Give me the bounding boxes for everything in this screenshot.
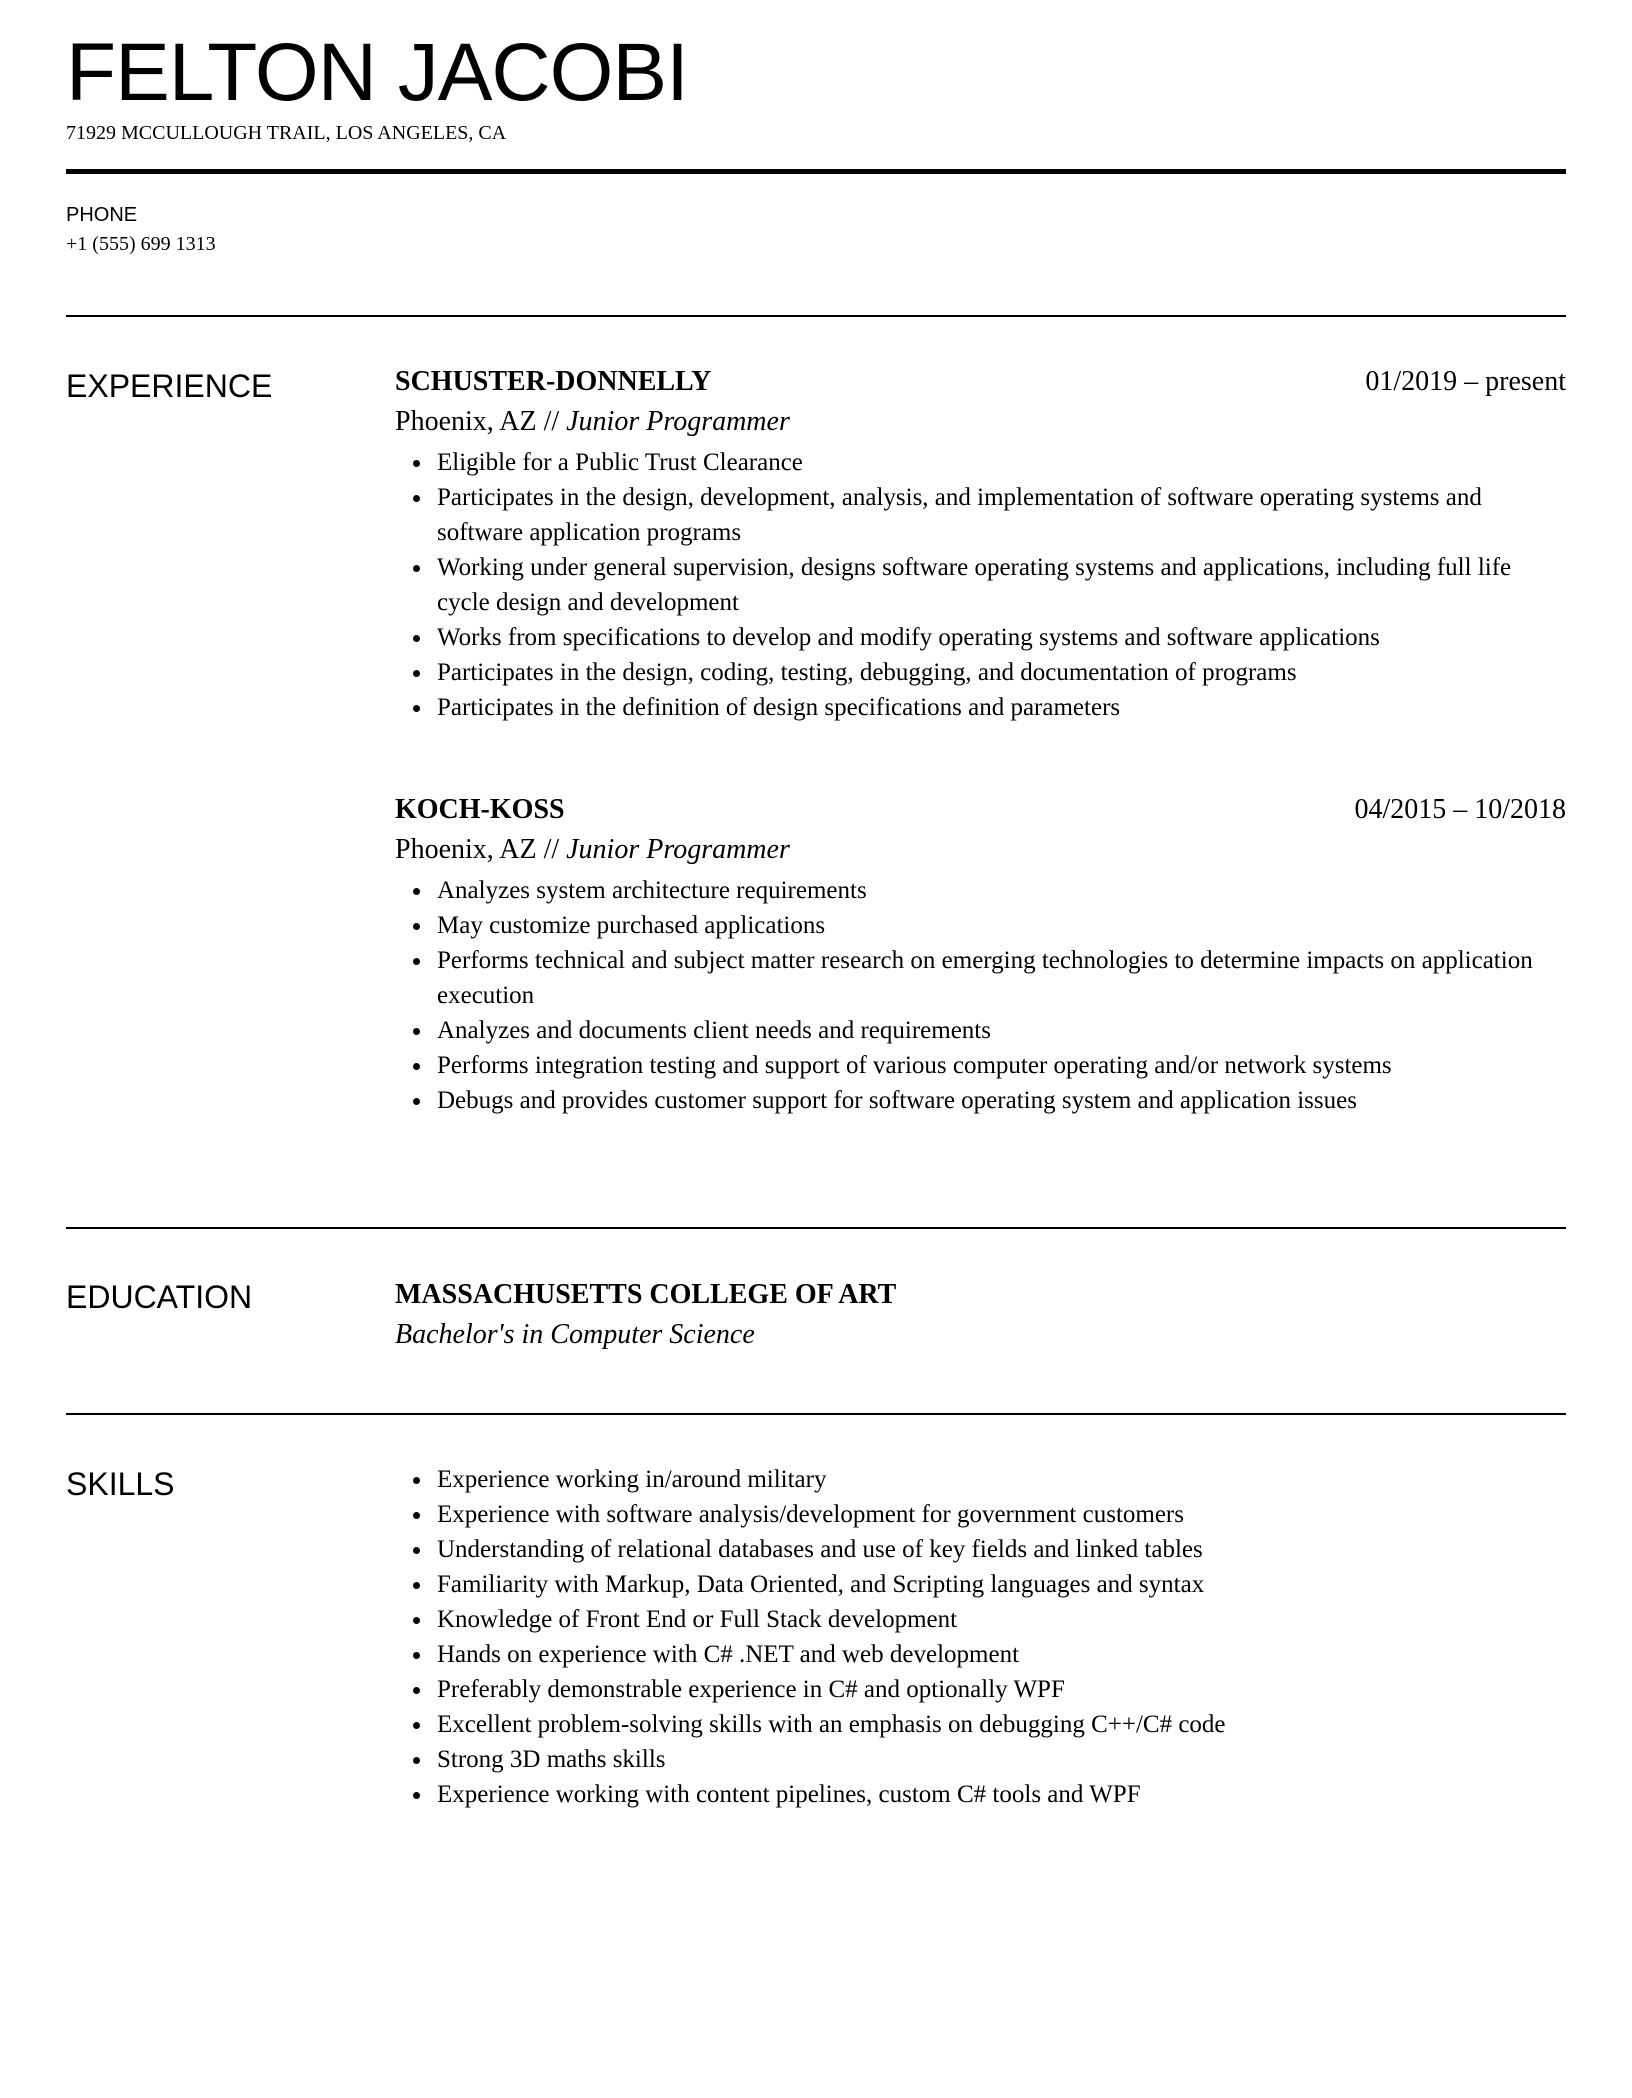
list-item: Participates in the definition of design specifications and parameters: [395, 690, 1566, 725]
company-name: SCHUSTER-DONNELLY: [395, 366, 712, 397]
phone-label: PHONE: [66, 204, 138, 226]
skills-list: [395, 1462, 1566, 1812]
list-item: Analyzes system architecture requirements: [395, 873, 1566, 908]
list-item: May customize purchased applications: [395, 908, 1566, 943]
job-separator: //: [536, 406, 567, 437]
job-separator: //: [536, 834, 567, 865]
list-item: Eligible for a Public Trust Clearance: [395, 445, 1566, 480]
section-divider: [66, 1227, 1566, 1229]
list-item: Performs technical and subject matter research on emerging technologies to determine impacts on application execution: [395, 943, 1566, 1013]
job-dates: 01/2019 – present: [1365, 366, 1566, 397]
skills-entry: [395, 1462, 1566, 1812]
list-item: Familiarity with Markup, Data Oriented, and Scripting languages and syntax: [395, 1567, 1566, 1602]
list-item: Works from specifications to develop and modify operating systems and software applications: [395, 620, 1566, 655]
list-item: Performs integration testing and support of various computer operating and/or network systems: [395, 1048, 1566, 1083]
list-item: Debugs and provides customer support for software operating system and application issues: [395, 1083, 1566, 1118]
list-item: Experience working in/around military: [395, 1462, 1566, 1497]
job-subline: [395, 830, 1566, 870]
candidate-address: 71929 MCCULLOUGH TRAIL, LOS ANGELES, CA: [66, 122, 507, 144]
section-divider: [66, 315, 1566, 317]
education-heading: EDUCATION: [66, 1279, 253, 1315]
job-role: Junior Programmer: [566, 406, 790, 437]
list-item: Analyzes and documents client needs and requirements: [395, 1013, 1566, 1048]
job-role: Junior Programmer: [566, 834, 790, 865]
list-item: Participates in the design, coding, testing, debugging, and documentation of programs: [395, 655, 1566, 690]
list-item: Experience with software analysis/development for government customers: [395, 1497, 1566, 1532]
school-name: MASSACHUSETTS COLLEGE OF ART: [395, 1279, 897, 1310]
job-entry: [395, 790, 1566, 1118]
degree-name: Bachelor's in Computer Science: [395, 1319, 755, 1350]
list-item: Strong 3D maths skills: [395, 1742, 1566, 1777]
list-item: Understanding of relational databases and use of key fields and linked tables: [395, 1532, 1566, 1567]
education-entry: [395, 1275, 1566, 1355]
job-entry: [395, 362, 1566, 725]
list-item: Participates in the design, development, analysis, and implementation of software operating systems and software application programs: [395, 480, 1566, 550]
header-divider: [66, 169, 1566, 174]
skills-heading: SKILLS: [66, 1466, 175, 1502]
list-item: Experience working with content pipelines, custom C# tools and WPF: [395, 1777, 1566, 1812]
list-item: Hands on experience with C# .NET and web development: [395, 1637, 1566, 1672]
list-item: Working under general supervision, designs software operating systems and applications, including full life cycle design and development: [395, 550, 1566, 620]
phone-number: +1 (555) 699 1313: [66, 233, 216, 255]
candidate-name: FELTON JACOBI: [66, 27, 688, 118]
job-subline: [395, 402, 1566, 442]
list-item: Excellent problem-solving skills with an emphasis on debugging C++/C# code: [395, 1707, 1566, 1742]
job-header: [395, 362, 1566, 402]
company-name: KOCH-KOSS: [395, 794, 565, 825]
list-item: Knowledge of Front End or Full Stack development: [395, 1602, 1566, 1637]
experience-heading: EXPERIENCE: [66, 368, 273, 404]
job-location: Phoenix, AZ: [395, 834, 537, 865]
job-duties-list: [395, 445, 1566, 725]
list-item: Preferably demonstrable experience in C# and optionally WPF: [395, 1672, 1566, 1707]
section-divider: [66, 1413, 1566, 1415]
job-location: Phoenix, AZ: [395, 406, 537, 437]
job-duties-list: [395, 873, 1566, 1118]
job-header: [395, 790, 1566, 830]
job-dates: 04/2015 – 10/2018: [1354, 794, 1566, 825]
